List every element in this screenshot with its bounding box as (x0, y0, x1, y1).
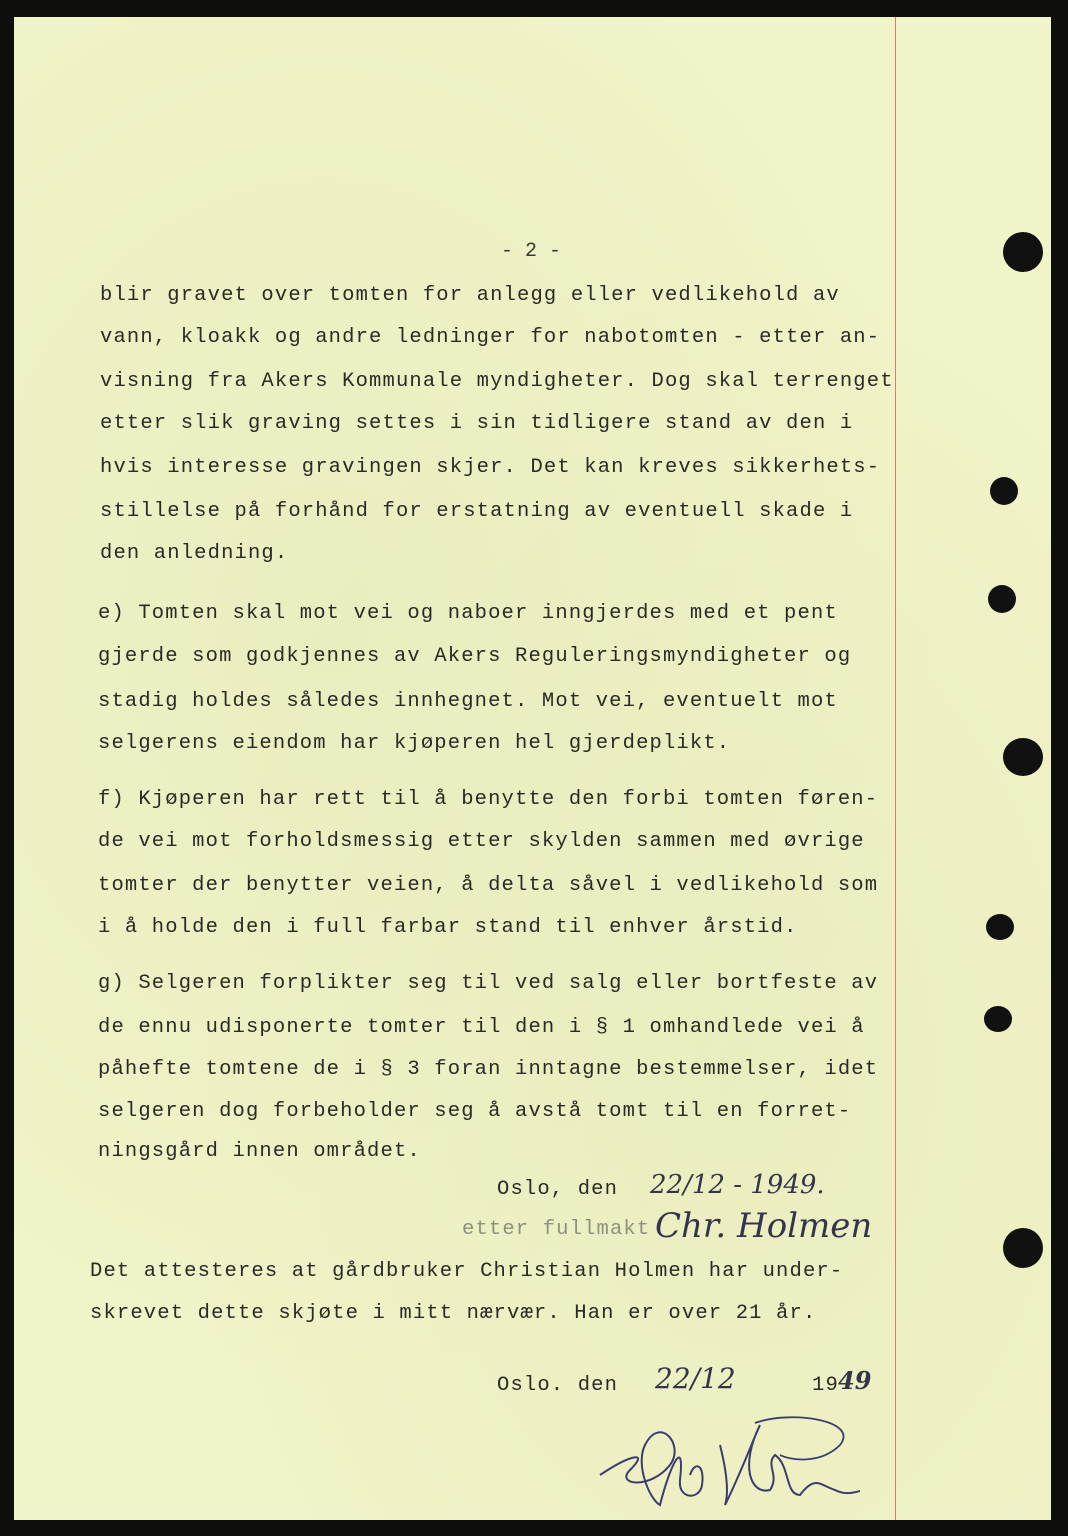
text-line: i å holde den i full farbar stand til enhver årstid. (98, 916, 798, 939)
place-date-label: Oslo, den (497, 1178, 619, 1201)
punch-hole-icon (1003, 1228, 1043, 1268)
page-number: - 2 - (501, 240, 562, 263)
handwritten-date: 22/12 - 1949. (650, 1170, 825, 1200)
text-line: tomter der benytter veien, å delta såvel i vedlikehold som (98, 874, 879, 897)
text-line: stillelse på forhånd for erstatning av eventuell skade i (100, 500, 854, 523)
text-line: de ennu udisponerte tomter til den i § 1 omhandlede vei å (98, 1016, 865, 1039)
punch-hole-icon (990, 477, 1018, 505)
text-line: påhefte tomtene de i § 3 foran inntagne bestemmelser, idet (98, 1058, 879, 1081)
handwritten-year: 49 (838, 1366, 872, 1395)
text-line: gjerde som godkjennes av Akers Reguleringsmyndigheter og (98, 645, 852, 668)
text-line: stadig holdes således innhegnet. Mot vei, eventuelt mot (98, 690, 838, 713)
punch-hole-icon (1003, 738, 1043, 776)
text-line: e) Tomten skal mot vei og naboer inngjerdes med et pent (98, 602, 838, 625)
text-line: visning fra Akers Kommunale myndigheter. Dog skal terrenget (100, 370, 894, 393)
authority-note: etter fullmakt (462, 1218, 651, 1241)
text-line: blir gravet over tomten for anlegg eller vedlikehold av (100, 284, 840, 307)
handwritten-day: 22/12 (655, 1362, 736, 1395)
punch-hole-icon (988, 585, 1016, 613)
punch-hole-icon (984, 1006, 1012, 1032)
text-line: ningsgård innen området. (98, 1140, 421, 1163)
text-line: g) Selgeren forplikter seg til ved salg eller bortfeste av (98, 972, 879, 995)
text-line: etter slik graving settes i sin tidligere stand av den i (100, 412, 854, 435)
text-line: selgeren dog forbeholder seg å avstå tomt til en forret- (98, 1100, 852, 1123)
attestation-line: Det attesteres at gårdbruker Christian Holmen har under- (90, 1260, 844, 1283)
text-line: selgerens eiendom har kjøperen hel gjerdeplikt. (98, 732, 731, 755)
punch-hole-icon (1003, 232, 1043, 272)
signature-scribble-icon (590, 1405, 890, 1515)
text-line: f) Kjøperen har rett til å benytte den forbi tomten føren- (98, 788, 879, 811)
punch-hole-icon (986, 914, 1014, 940)
text-line: de vei mot forholdsmessig etter skylden sammen med øvrige (98, 830, 865, 853)
text-line: hvis interesse gravingen skjer. Det kan kreves sikkerhets- (100, 456, 881, 479)
signature-holmen: Chr. Holmen (655, 1206, 873, 1246)
attestation-line: skrevet dette skjøte i mitt nærvær. Han er over 21 år. (90, 1302, 817, 1325)
year-typed: 19 (812, 1374, 839, 1397)
text-line: vann, kloakk og andre ledninger for nabotomten - etter an- (100, 326, 881, 349)
place-date-label-2: Oslo. den (497, 1374, 619, 1397)
text-line: den anledning. (100, 542, 289, 565)
red-margin-line (895, 17, 896, 1520)
